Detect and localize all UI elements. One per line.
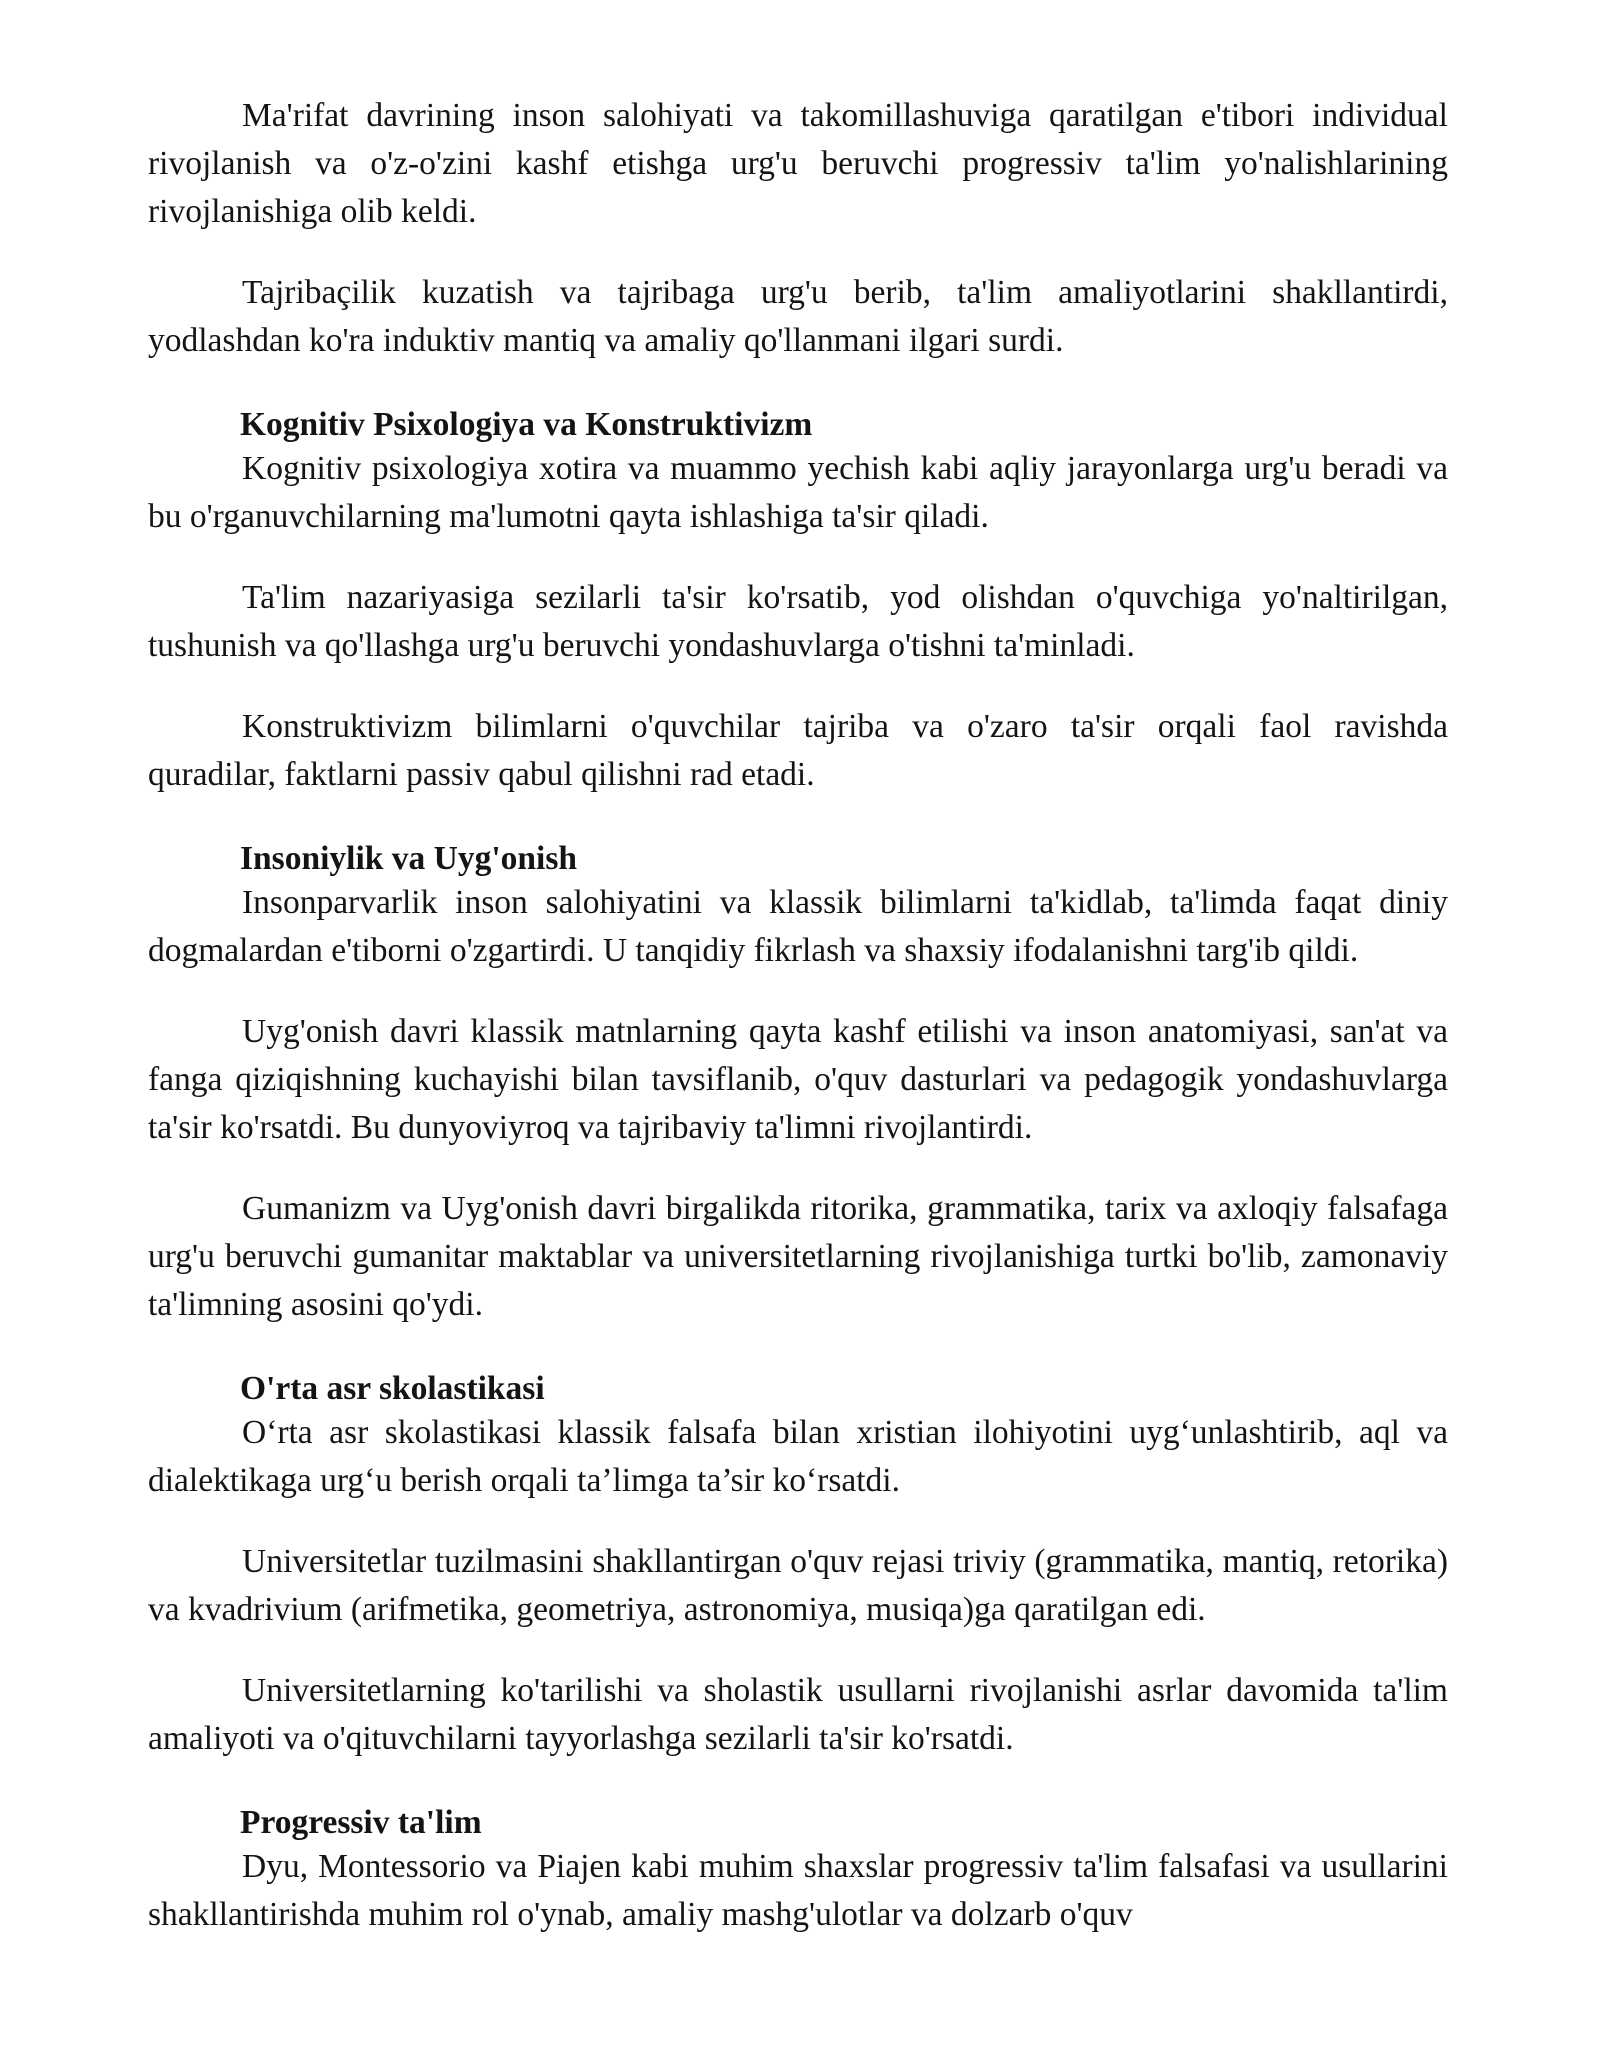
paragraph: Universitetlar tuzilmasini shakllantirgan o'quv rejasi triviy (grammatika, mantiq, retorika) va kvadrivium (arifmetika, geometriya, astronomiya, musiqa)ga qaratilgan edi. <box>148 1543 1448 1628</box>
paragraph: Insonparvarlik inson salohiyatini va klassik bilimlarni ta'kidlab, ta'limda faqat diniy dogmalardan e'tiborni o'zgartirdi. U tanqidiy fikrlash va shaxsiy ifodalanishni targ'ib qildi. <box>148 884 1448 969</box>
document-page <box>148 92 1448 1939</box>
paragraph: Gumanizm va Uyg'onish davri birgalikda ritorika, grammatika, tarix va axloqiy falsafaga urg'u beruvchi gumanitar maktablar va universitetlarning rivojlanishiga turtki bo'lib, zamonaviy ta'limning asosini qo'ydi. <box>148 1190 1448 1323</box>
section-heading: Insoniylik va Uyg'onish <box>240 840 577 877</box>
paragraph: Universitetlarning ko'tarilishi va sholastik usullarni rivojlanishi asrlar davomida ta'lim amaliyoti va o'qituvchilarni tayyorlashga sezilarli ta'sir ko'rsatdi. <box>148 1672 1448 1757</box>
paragraph: Konstruktivizm bilimlarni o'quvchilar tajriba va o'zaro ta'sir orqali faol ravishda quradilar, faktlarni passiv qabul qilishni rad etadi. <box>148 708 1448 793</box>
paragraph: Tajribaçilik kuzatish va tajribaga urg'u berib, ta'lim amaliyotlarini shakllantirdi, yodlashdan ko'ra induktiv mantiq va amaliy qo'llanmani ilgari surdi. <box>148 274 1448 359</box>
paragraph: Kognitiv psixologiya xotira va muammo yechish kabi aqliy jarayonlarga urg'u beradi va bu o'rganuvchilarning ma'lumotni qayta ishlashiga ta'sir qiladi. <box>148 450 1448 535</box>
section-heading: Progressiv ta'lim <box>240 1804 482 1841</box>
paragraph: Ta'lim nazariyasiga sezilarli ta'sir ko'rsatib, yod olishdan o'quvchiga yo'naltirilgan, tushunish va qo'llashga urg'u beruvchi yondashuvlarga o'tishni ta'minladi. <box>148 579 1448 664</box>
section-heading: O'rta asr skolastikasi <box>240 1370 545 1407</box>
section-heading: Kognitiv Psixologiya va Konstruktivizm <box>240 406 813 443</box>
section-progressiv-talim <box>148 1803 1448 1939</box>
section-insoniylik-uygonish <box>148 839 1448 1329</box>
paragraph: Dyu, Montessorio va Piajen kabi muhim shaxslar progressiv ta'lim falsafasi va usullarini shakllantirishda muhim rol o'ynab, amaliy mashg'ulotlar va dolzarb o'quv <box>148 1848 1448 1933</box>
paragraph: Ma'rifat davrining inson salohiyati va takomillashuviga qaratilgan e'tibori individual rivojlanish va o'z-o'zini kashf etishga urg'u beruvchi progressiv ta'lim yo'nalishlarining rivojlanishiga olib keldi. <box>148 97 1448 230</box>
section-kognitiv-psixologiya <box>148 405 1448 799</box>
paragraph: O‘rta asr skolastikasi klassik falsafa bilan xristian ilohiyotini uyg‘unlashtirib, aql va dialektikaga urg‘u berish orqali ta’limga ta’sir ko‘rsatdi. <box>148 1414 1448 1499</box>
paragraph: Uyg'onish davri klassik matnlarning qayta kashf etilishi va inson anatomiyasi, san'at va fanga qiziqishning kuchayishi bilan tavsiflanib, o'quv dasturlari va pedagogik yondashuvlarga ta'sir ko'rsatdi. Bu dunyoviyroq va tajribaviy ta'limni rivojlantirdi. <box>148 1013 1448 1146</box>
section-orta-asr-skolastikasi <box>148 1369 1448 1763</box>
